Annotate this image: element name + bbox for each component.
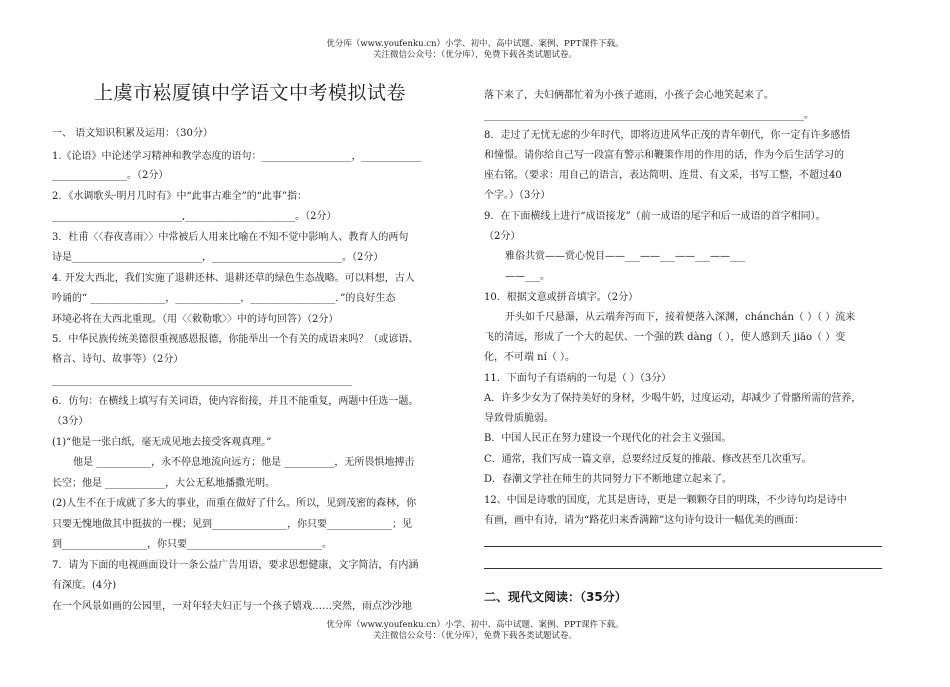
text-line: 10．根据文意或拼音填字。（2分） [484, 292, 639, 303]
text-line: 座右铭。（要求：用自己的语言，表达简明、连贯、有文采，书写工整，不超过40 [484, 170, 842, 181]
footer-line-2: 关注微信公众号：（优分库），免费下载各类试题试卷。 [372, 631, 577, 641]
page-header [0, 39, 950, 61]
text-line: 飞的清远，形成了一个大的起伏、一个强的跌 dàng（ ），使人感到夭 jiāo（ ）变 [484, 332, 846, 343]
text-line: 5．中华民族传统美德很重视感恩报德，你能举出一个有关的成语来吗？（或谚语、 [52, 334, 419, 345]
answer-rule [484, 546, 882, 547]
text-line: 他是 ___________，永不停息地流向远方；他是 __________，无所畏惧地搏击 [73, 457, 415, 468]
text-line: 只要无愧地做其中挺拔的一棵；见到_______________，你只要_____________；见 [52, 519, 412, 530]
text-line: _______________。（2分） [52, 170, 169, 181]
text-line: 6．仿句：在横线上填写有关词语，使内容衔接，并且不能重复，两题中任选一题。 [52, 396, 419, 407]
text-line: 格言、诗句、故事等）（2分） [52, 354, 184, 365]
idiom-chain: 雅俗共赏——赏心悦目——___——___——___——___ [505, 251, 745, 262]
footer-line-1: 优分库（www.youfenku.cn）小学、初中、高中试题、案例、PPT课件下载。 [326, 620, 624, 630]
page-footer [0, 620, 950, 642]
text-line: （3分） [52, 416, 89, 427]
header-line-2: 关注微信公众号：（优分库），免费下载各类试题试卷。 [372, 50, 577, 60]
text-line: 和憧憬。请你给自己写一段富有警示和鞭策作用的作用的话，作为今后生活学习的 [484, 150, 844, 161]
text-line: ____________________________________________________________ [52, 375, 352, 386]
text-line: 在一个风景如画的公园里，一对年轻夫妇正与一个孩子嬉戏……突然，雨点沙沙地 [52, 601, 412, 612]
text-line: 11．下面句子有语病的一句是（ ）（3分） [484, 373, 672, 384]
option-a-continued: 导致骨质脆弱。 [484, 413, 554, 424]
text-line: 个字。）（3分） [484, 190, 551, 201]
text-line: 有深度。(4分) [52, 580, 117, 591]
text-line: 到_________________，你只要___________________________。 [52, 539, 332, 550]
text-line: 开头如千尺悬瀑，从云端奔泻而下，接着便落入深渊，chánchán（ ）（ ）流来 [505, 312, 856, 323]
option-b: B．中国人民正在努力建设一个现代化的社会主义强国。 [484, 433, 732, 444]
text-line: 9．在下面横线上进行“成语接龙”（前一成语的尾字和后一成语的首字相同）。 [484, 211, 826, 222]
text-line: 落下来了，夫妇俩都忙着为小孩子遮雨，小孩子会心地笑起来了。 [484, 90, 774, 101]
text-line: （2分） [484, 231, 521, 242]
section1-heading: 一、 语文知识积累及运用：（30分） [52, 128, 213, 139]
text-line: 长空；他是 ____________，大公无私地播撒光明。 [52, 478, 276, 489]
text-line: 1.《论语》中论述学习精神和教学态度的语句：__________________，____________ [52, 151, 422, 162]
text-line: 7．请为下面的电视画面设计一条公益广告用语，要求思想健康，文字简洁，有内涵 [52, 560, 419, 571]
text-line: (2)人生不在于成就了多大的事业，而重在做好了什么。所以，见到茂密的森林，你 [52, 498, 417, 509]
section2-heading: 二、现代文阅读：（35分） [484, 590, 627, 604]
page-title: 上虞市崧厦镇中学语文中考模拟试卷 [94, 82, 407, 104]
answer-rule [484, 568, 882, 569]
text-line: 8．走过了无忧无虑的少年时代，即将迈进风华正茂的青年朝代，你一定有许多感悟 [484, 130, 851, 141]
option-d: D．春潮文学社在师生的共同努力下不断地建立起来了。 [484, 474, 733, 485]
text-line: 诗是__________________________，__________________________。（2分） [52, 252, 384, 263]
text-line: 环境必将在大西北重现。（用〈〈敕勒歌〉〉中的诗句回答）（2分） [52, 314, 339, 325]
header-line-1: 优分库（www.youfenku.cn）小学、初中、高中试题、案例、PPT课件下载。 [326, 39, 624, 49]
option-a: A．许多少女为了保持美好的身材，少喝牛奶，过度运动，却减少了骨骼所需的营养， [484, 393, 862, 404]
text-line: 化，不可端 ní（ ）。 [484, 352, 575, 363]
answer-line: ________________________________________________________________。 [484, 110, 814, 121]
text-line: 吟诵的“ _______________，_____________，_________________．”的良好生态 [52, 293, 396, 304]
text-line: 12、中国是诗歌的国度，尤其是唐诗，更是一颗颗夺目的明珠，不少诗句均是诗中 [484, 495, 847, 506]
option-c: C．通常，我们写成一篇文章，总要经过反复的推敲、修改甚至几次重写。 [484, 454, 812, 465]
text-line: __________________________,______________________。（2分） [52, 211, 337, 222]
text-line: 有画，画中有诗，请为“路花归来香满蹄”这句诗句设计一幅优美的画面： [484, 515, 805, 526]
text-line: (1)“他是一张白纸，毫无成见地去接受客观真理。” [52, 437, 272, 448]
text-line: 2．《水调歌头·明月几时有》中“此事古难全”的“此事”指： [52, 191, 307, 202]
text-line: 3．杜甫〈〈春夜喜雨〉〉中常被后人用来比喻在不知不觉中影响人、教育人的两句 [52, 232, 409, 243]
text-line: 4. 开发大西北，我们实施了退耕还林、退耕还草的绿色生态战略。可以料想，古人 [52, 273, 415, 284]
idiom-chain-continued: ——___。 [505, 271, 550, 282]
